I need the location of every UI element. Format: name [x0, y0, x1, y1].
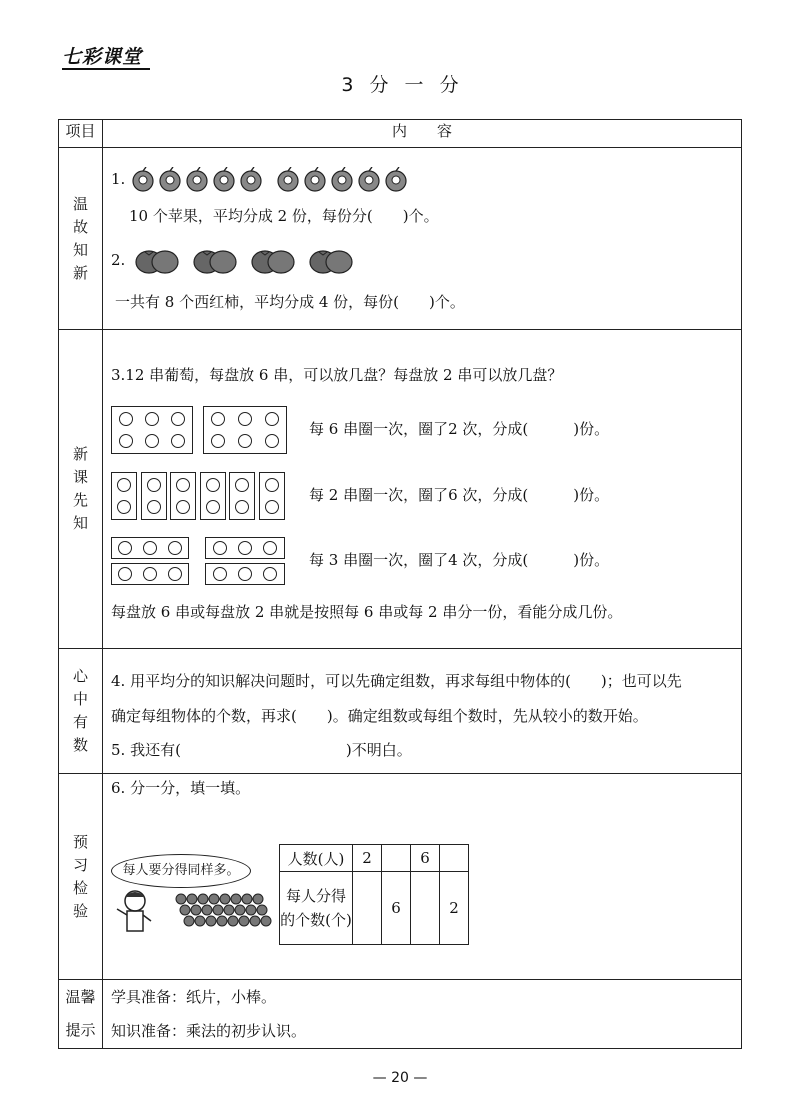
mini-label-each: 每人分得 的个数(个) — [280, 872, 353, 945]
small-apple-icon — [198, 894, 208, 904]
plate-box — [229, 472, 255, 520]
tips-label: 温馨 提示 — [59, 980, 103, 1049]
small-apple-icon — [235, 905, 245, 915]
worksheet-table — [58, 119, 742, 1049]
mini-cell: 2 — [353, 845, 382, 872]
preview-label: 预 习 检 验 — [59, 774, 103, 980]
page-number: — 20 — — [372, 1070, 428, 1086]
small-apple-icon — [253, 894, 263, 904]
q1-number: 1. — [111, 170, 126, 188]
tomato-group — [131, 245, 371, 281]
grape-icon — [145, 434, 159, 448]
q5-text: 5. 我还有( )不明白。 — [111, 741, 412, 759]
apple-icon — [214, 167, 234, 191]
mini-cell: 2 — [440, 872, 469, 945]
grape-icon — [206, 478, 220, 492]
small-apple-icon — [202, 905, 212, 915]
grape-icon — [171, 412, 185, 426]
header-item: 项目 — [59, 120, 103, 148]
grape-icon — [117, 500, 131, 514]
plate-box — [111, 406, 193, 454]
plate-box — [200, 472, 226, 520]
grape-icon — [176, 478, 190, 492]
mind-label: 心 中 有 数 — [59, 649, 103, 774]
apple-icon — [305, 167, 325, 191]
grape-icon — [238, 541, 252, 555]
apple-icon — [241, 167, 261, 191]
q4-line2: 确定每组物体的个数，再求( )。确定组数或每组个数时，先从较小的数开始。 — [111, 707, 648, 725]
mini-cell — [440, 845, 469, 872]
q6-text: 6. 分一分，填一填。 — [111, 779, 251, 797]
new-lesson-label: 新 课 先 知 — [59, 330, 103, 649]
mini-row-people — [280, 845, 469, 872]
grape-icon — [238, 412, 252, 426]
small-apple-icon — [242, 894, 252, 904]
bubble-text: 每人要分得同样多。 — [122, 863, 240, 878]
q2-text: 一共有 8 个西红柿，平均分成 4 份，每份( )个。 — [115, 293, 465, 311]
apple-icon — [332, 167, 352, 191]
tomato-icon — [252, 251, 294, 273]
apple-icon — [359, 167, 379, 191]
grape-icon — [168, 567, 182, 581]
tips-line2: 知识准备：乘法的初步认识。 — [111, 1022, 307, 1040]
small-apple-icon — [191, 905, 201, 915]
apple-group — [131, 167, 411, 197]
grape-icon — [211, 412, 225, 426]
preview-content — [103, 774, 742, 980]
grape-icon — [119, 434, 133, 448]
small-apple-icon — [206, 916, 216, 926]
tomato-icon — [310, 251, 352, 273]
apple-icons — [131, 167, 411, 193]
small-apple-icon — [246, 905, 256, 915]
grape-icon — [238, 567, 252, 581]
row2-text: 每 2 串圈一次，圈了6 次，分成( )份。 — [309, 486, 610, 504]
tips-row — [59, 980, 742, 1049]
plate-box — [205, 563, 285, 585]
mini-cell — [382, 845, 411, 872]
header-content: 内 容 — [103, 120, 742, 148]
small-apple-icon — [239, 916, 249, 926]
tomato-icons — [131, 245, 371, 277]
new-lesson-content — [103, 330, 742, 649]
mini-row-each — [280, 872, 469, 945]
apple-icon — [160, 167, 180, 191]
tips-line1: 学具准备：纸片，小棒。 — [111, 988, 277, 1006]
small-apple-icon — [195, 916, 205, 926]
page-title: 3 分 一 分 — [341, 74, 459, 96]
review-label: 温 故 知 新 — [59, 148, 103, 330]
grape-icon — [265, 434, 279, 448]
table-header-row — [59, 120, 742, 148]
q2-number: 2. — [111, 251, 126, 269]
grape-icon — [145, 412, 159, 426]
small-apple-icon — [257, 905, 267, 915]
row3-text: 每 3 串圈一次，圈了4 次，分成( )份。 — [309, 551, 610, 569]
q3-text: 3.12 串葡萄，每盘放 6 串，可以放几盘？每盘放 2 串可以放几盘？ — [111, 366, 563, 384]
grape-icon — [171, 434, 185, 448]
grape-icon — [118, 541, 132, 555]
grape-icon — [206, 500, 220, 514]
mini-cell: 6 — [411, 845, 440, 872]
child-and-apples-illustration — [113, 887, 283, 937]
child-icon — [117, 891, 151, 931]
plate-box — [141, 472, 167, 520]
plate-box — [170, 472, 196, 520]
grape-icon — [147, 478, 161, 492]
tomato-icon — [136, 251, 178, 273]
grape-icon — [263, 541, 277, 555]
small-apple-icon — [228, 916, 238, 926]
brand-text: 七彩课堂 — [62, 46, 143, 68]
grape-icon — [118, 567, 132, 581]
apple-icon — [133, 167, 153, 191]
grape-icon — [235, 478, 249, 492]
grape-icon — [143, 567, 157, 581]
mini-cell: 6 — [382, 872, 411, 945]
tips-content — [103, 980, 742, 1049]
small-apple-icon — [184, 916, 194, 926]
grape-icon — [265, 412, 279, 426]
mini-label-people: 人数(人) — [280, 845, 353, 872]
review-content — [103, 148, 742, 330]
apple-icon — [386, 167, 406, 191]
q1-text: 10 个苹果，平均分成 2 份，每份分( )个。 — [129, 207, 439, 225]
plate-box — [259, 472, 285, 520]
grape-icon — [235, 500, 249, 514]
small-apple-icon — [213, 905, 223, 915]
grape-icon — [213, 541, 227, 555]
fill-table — [279, 844, 469, 945]
grape-icon — [119, 412, 133, 426]
q4-line1: 4. 用平均分的知识解决问题时，可以先确定组数，再求每组中物体的( )；也可以先 — [111, 672, 682, 690]
grape-icon — [147, 500, 161, 514]
small-apple-icon — [250, 916, 260, 926]
grape-icon — [265, 500, 279, 514]
small-apple-icon — [176, 894, 186, 904]
new-lesson-row — [59, 330, 742, 649]
plate-box — [111, 563, 189, 585]
tomato-icon — [194, 251, 236, 273]
brand-logo — [62, 42, 152, 72]
small-apple-icon — [261, 916, 271, 926]
row1-text: 每 6 串圈一次，圈了2 次，分成( )份。 — [309, 420, 610, 438]
grape-icon — [176, 500, 190, 514]
grape-icon — [265, 478, 279, 492]
grape-icon — [263, 567, 277, 581]
grape-icon — [211, 434, 225, 448]
small-apple-icons — [176, 894, 271, 926]
small-apple-icon — [209, 894, 219, 904]
apple-icon — [187, 167, 207, 191]
mind-content — [103, 649, 742, 774]
plate-box — [111, 472, 137, 520]
small-apple-icon — [231, 894, 241, 904]
plate-box — [205, 537, 285, 559]
grape-icon — [168, 541, 182, 555]
mini-cell — [411, 872, 440, 945]
apple-icon — [278, 167, 298, 191]
grape-icon — [117, 478, 131, 492]
grape-icon — [238, 434, 252, 448]
small-apple-icon — [224, 905, 234, 915]
mind-row — [59, 649, 742, 774]
review-row — [59, 148, 742, 330]
small-apple-icon — [217, 916, 227, 926]
small-apple-icon — [180, 905, 190, 915]
grape-icon — [143, 541, 157, 555]
summary-text: 每盘放 6 串或每盘放 2 串就是按照每 6 串或每 2 串分一份，看能分成几份。 — [111, 603, 623, 621]
preview-row — [59, 774, 742, 980]
plate-box — [111, 537, 189, 559]
plate-box — [203, 406, 287, 454]
grape-icon — [213, 567, 227, 581]
small-apple-icon — [187, 894, 197, 904]
small-apple-icon — [220, 894, 230, 904]
mini-cell — [353, 872, 382, 945]
speech-bubble — [111, 854, 251, 888]
